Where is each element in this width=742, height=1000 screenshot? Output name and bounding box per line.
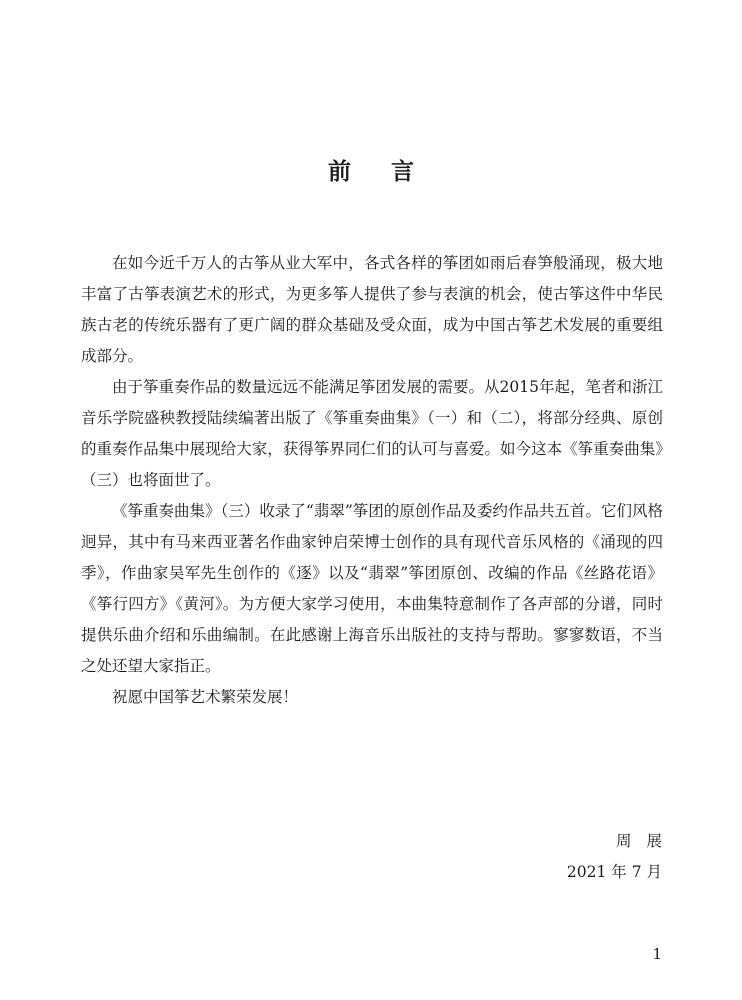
page-number: 1	[652, 945, 662, 963]
author-name: 周展	[615, 832, 677, 850]
signature-date: 2021 年 7 月	[566, 863, 662, 881]
paragraph: 由于筝重奏作品的数量远远不能满足筝团发展的需要。从2015年起，笔者和浙江音乐学院盛秧教授陆续编著出版了《筝重奏曲集》（一）和（二），将部分经典、原创的重奏作品集中展现给大家，获得筝界同仁们的认可与喜爱。如今这本《筝重奏曲集》（三）也将面世了。	[81, 378, 663, 489]
signature-block	[462, 826, 677, 888]
preface-body	[81, 248, 663, 713]
paragraph: 祝愿中国筝艺术繁荣发展！	[112, 688, 299, 706]
paragraph: 《筝重奏曲集》（三）收录了“翡翠”筝团的原创作品及委约作品共五首。它们风格迥异，其中有马来西亚著名作曲家钟启荣博士创作的具有现代音乐风格的《涌现的四季》，作曲家吴军先生创作的《逐》以及“翡翠”筝团原创、改编的作品《丝路花语》《筝行四方》《黄河》。为方便大家学习使用，本曲集特意制作了各声部的分谱，同时提供乐曲介绍和乐曲编制。在此感谢上海音乐出版社的支持与帮助。寥寥数语，不当之处还望大家指正。	[81, 502, 663, 675]
paragraph: 在如今近千万人的古筝从业大军中，各式各样的筝团如雨后春笋般涌现，极大地丰富了古筝表演艺术的形式，为更多筝人提供了参与表演的机会，使古筝这件中华民族古老的传统乐器有了更广阔的群众基础及受众面，成为中国古筝艺术发展的重要组成部分。	[81, 254, 663, 365]
page-title: 前言	[328, 159, 454, 185]
